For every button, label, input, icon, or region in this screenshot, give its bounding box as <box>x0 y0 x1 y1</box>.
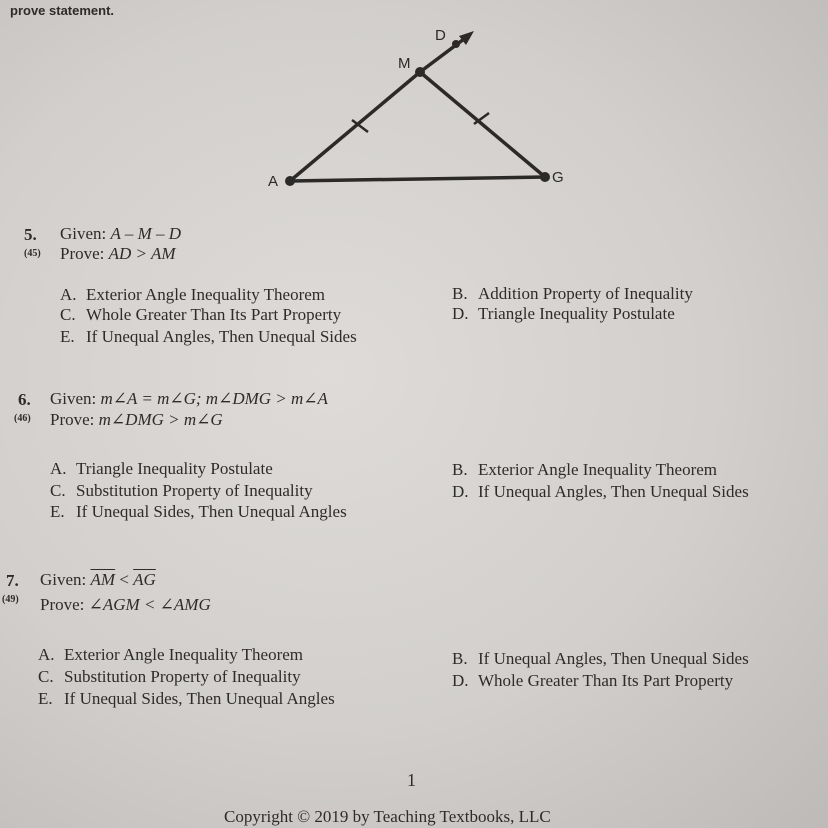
label-d: D <box>435 27 446 44</box>
option-c[interactable]: C. Substitution Property of Inequality <box>50 481 313 500</box>
given-line <box>60 224 181 244</box>
given-statement: A – M – D <box>110 224 182 243</box>
segment-ag <box>290 177 545 181</box>
option-e[interactable]: E. If Unequal Sides, Then Unequal Angles <box>38 689 335 708</box>
copyright-text: Copyright © 2019 by Teaching Textbooks, LLC <box>224 807 551 826</box>
option-b[interactable]: B. Addition Property of Inequality <box>452 284 693 303</box>
question-number: 5. <box>24 225 37 244</box>
point-g <box>540 172 550 182</box>
header-text: prove statement. <box>10 3 115 18</box>
given-label: Given: <box>40 570 87 589</box>
given-line <box>40 570 156 590</box>
option-d[interactable]: D. If Unequal Angles, Then Unequal Sides <box>452 482 749 501</box>
lesson-reference: (49) <box>2 594 19 605</box>
lesson-reference: (45) <box>24 248 41 259</box>
option-b[interactable]: B. If Unequal Angles, Then Unequal Sides <box>452 649 749 668</box>
label-a: A <box>268 173 279 190</box>
label-m: M <box>398 55 411 72</box>
option-c[interactable]: C. Substitution Property of Inequality <box>38 667 301 686</box>
inequality-sign: < <box>119 570 129 589</box>
prove-line <box>60 244 176 264</box>
prove-line <box>40 595 211 615</box>
option-c[interactable]: C. Whole Greater Than Its Part Property <box>60 305 342 324</box>
prove-label: Prove: <box>40 595 85 614</box>
point-a <box>285 176 295 186</box>
segment-mg <box>420 72 545 177</box>
option-a[interactable]: A. Triangle Inequality Postulate <box>50 459 273 478</box>
option-b[interactable]: B. Exterior Angle Inequality Theorem <box>452 460 718 479</box>
prove-statement: AD > AM <box>108 244 176 263</box>
lesson-reference: (46) <box>14 413 31 424</box>
prove-statement: ∠AGM < ∠AMG <box>88 595 211 614</box>
prove-label: Prove: <box>50 410 95 429</box>
question-number: 7. <box>6 571 19 590</box>
segment-ag-notation: $\overline{AG}$ <box>133 570 156 589</box>
triangle-figure <box>0 0 828 200</box>
option-a[interactable]: A. Exterior Angle Inequality Theorem <box>38 645 304 664</box>
prove-statement: m∠DMG > m∠G <box>98 410 223 429</box>
given-line <box>50 389 328 409</box>
option-d[interactable]: D. Whole Greater Than Its Part Property <box>452 671 734 690</box>
option-a[interactable]: A. Exterior Angle Inequality Theorem <box>60 285 326 304</box>
page-number: 1 <box>407 770 416 790</box>
prove-label: Prove: <box>60 244 105 263</box>
prove-line <box>50 410 223 430</box>
option-d[interactable]: D. Triangle Inequality Postulate <box>452 304 675 323</box>
option-e[interactable]: E. If Unequal Angles, Then Unequal Sides <box>60 327 357 346</box>
segment-am <box>290 72 420 181</box>
point-d <box>452 40 460 48</box>
question-number: 6. <box>18 390 31 409</box>
label-g: G <box>552 169 564 186</box>
given-label: Given: <box>60 224 107 243</box>
given-statement: m∠A = m∠G; m∠DMG > m∠A <box>100 389 328 408</box>
segment-am-notation: $\overline{AM}$ <box>90 570 116 589</box>
option-e[interactable]: E. If Unequal Sides, Then Unequal Angles <box>50 502 347 521</box>
point-m <box>415 67 425 77</box>
given-label: Given: <box>50 389 97 408</box>
